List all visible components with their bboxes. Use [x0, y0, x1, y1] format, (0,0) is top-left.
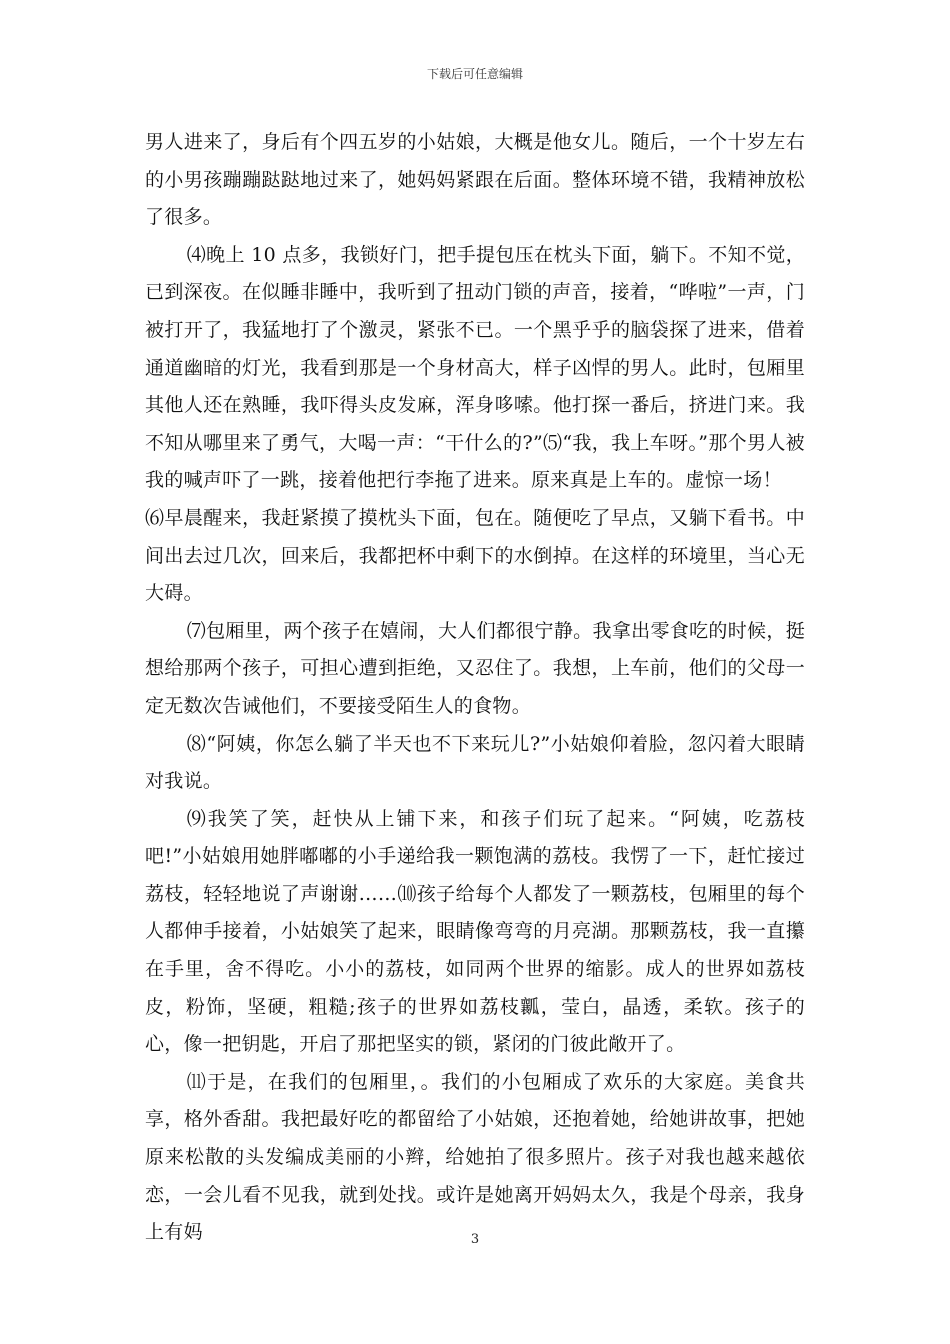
paragraph-9: ⑼我笑了笑，赶快从上铺下来，和孩子们玩了起来。“阿姨，吃荔枝吧!”小姑娘用她胖嘟嘟的小手递给我一颗饱满的荔枝。我愣了一下，赶忙接过荔枝，轻轻地说了声谢谢……⑽孩子给每个人都发了一颗荔枝，包厢里的每个人都伸手接着，小姑娘笑了起来，眼睛像弯弯的月亮湖。那颗荔枝，我一直攥在手里，舍不得吃。小小的荔枝，如同两个世界的缩影。成人的世界如荔枝皮，粉饰，坚硬，粗糙;孩子的世界如荔枝瓤，莹白，晶透，柔软。孩子的心，像一把钥匙，开启了那把坚实的锁，紧闭的门彼此敞开了。 — [145, 807, 805, 1056]
paragraph-6: ⑹早晨醒来，我赶紧摸了摸枕头下面，包在。随便吃了早点，又躺下看书。中间出去过几次，回来后，我都把杯中剩下的水倒掉。在这样的环境里，当心无大碍。 — [145, 506, 805, 605]
paragraph-continuation: 男人进来了，身后有个四五岁的小姑娘，大概是他女儿。随后，一个十岁左右的小男孩蹦蹦跶跶地过来了，她妈妈紧跟在后面。整体环境不错，我精神放松了很多。 — [145, 131, 805, 229]
page-header: 下载后可任意编辑 — [426, 67, 523, 81]
page-number: 3 — [470, 1232, 480, 1247]
paragraph-11: ⑾于是，在我们的包厢里，。我们的小包厢成了欢乐的大家庭。美食共享，格外香甜。我把最好吃的都留给了小姑娘，还抱着她，给她讲故事，把她原来松散的头发编成美丽的小辫，给她拍了很多照片。孩子对我也越来越依恋，一会儿看不见我，就到处找。或许是她离开妈妈太久，我是个母亲，我身上有妈 — [145, 1070, 805, 1244]
document-body — [145, 124, 805, 1252]
paragraph-7: ⑺包厢里，两个孩子在嬉闹，大人们都很宁静。我拿出零食吃的时候，挺想给那两个孩子，可担心遭到拒绝，又忍住了。我想，上车前，他们的父母一定无数次告诫他们，不要接受陌生人的食物。 — [145, 619, 805, 717]
paragraph-8: ⑻“阿姨，你怎么躺了半天也不下来玩儿?”小姑娘仰着脸，忽闪着大眼睛对我说。 — [145, 732, 805, 793]
paragraph-4: ⑷晚上 10 点多，我锁好门，把手提包压在枕头下面，躺下。不知不觉，已到深夜。在似睡非睡中，我听到了扭动门锁的声音，接着，“哗啦”一声，门被打开了，我猛地打了个激灵，紧张不已。一个黑乎乎的脑袋探了进来，借着通道幽暗的灯光，我看到那是一个身材高大，样子凶悍的男人。此时，包厢里其他人还在熟睡，我吓得头皮发麻，浑身哆嗦。他打探一番后，挤进门来。我不知从哪里来了勇气，大喝一声：“干什么的?”⑸“我，我上车呀。”那个男人被我的喊声吓了一跳，接着他把行李拖了进来。原来真是上车的。虚惊一场！ — [145, 243, 805, 492]
